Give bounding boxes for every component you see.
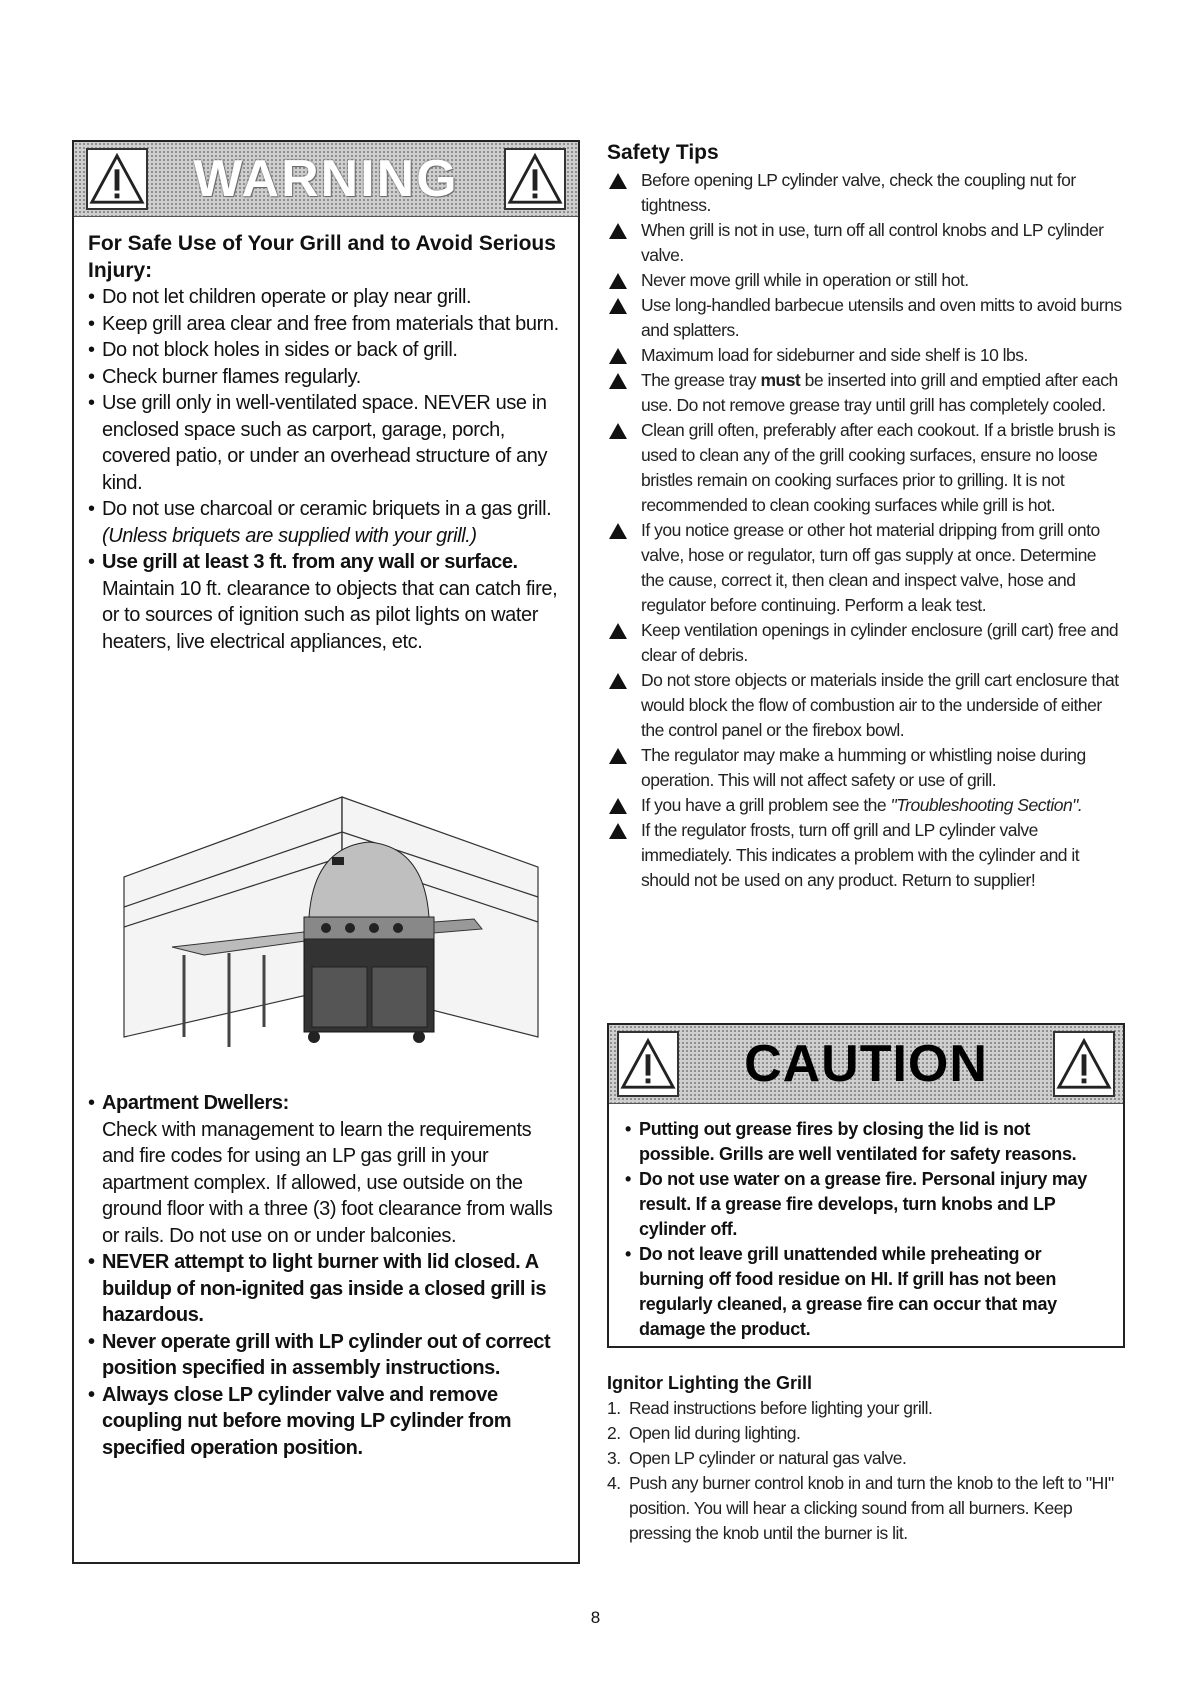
warning-heading: For Safe Use of Your Grill and to Avoid Serious Injury: — [88, 232, 556, 282]
list-item — [88, 549, 564, 655]
step-number: 4. — [607, 1473, 621, 1493]
tip-text: Clean grill often, preferably after each cookout. If a bristle brush is used to clean any of the grill cooking surfaces, ensure no loose bristles remain on cooking surfaces prior to grilling. It is not recommended to clean cooking surfaces while grill is hot. — [641, 420, 1116, 515]
list-item — [607, 293, 1122, 343]
tip-text: When grill is not in use, turn off all control knobs and LP cylinder valve. — [641, 220, 1104, 265]
caution-bullets — [625, 1117, 1109, 1342]
ignitor-title: Ignitor Lighting the Grill — [607, 1373, 812, 1393]
caution-banner — [609, 1025, 1123, 1104]
warning-triangle-icon — [609, 173, 627, 189]
list-item — [607, 1396, 1127, 1421]
briquets-note: (Unless briquets are supplied with your grill.) — [102, 524, 477, 547]
list-item — [607, 1421, 1127, 1446]
warning-triangle-icon — [609, 798, 627, 814]
troubleshooting-reference: "Troubleshooting Section". — [890, 795, 1083, 815]
step-text: Open LP cylinder or natural gas valve. — [629, 1448, 907, 1468]
clearance-bold: Use grill at least 3 ft. from any wall or surface. — [102, 551, 518, 573]
warning-triangle-icon — [609, 623, 627, 639]
warning-triangle-icon — [609, 273, 627, 289]
list-item — [88, 496, 564, 549]
list-item: • NEVER attempt to light burner with lid closed. A buildup of non-ignited gas inside a closed grill is hazardous. — [88, 1249, 564, 1329]
list-item: • Always close LP cylinder valve and remove coupling nut before moving LP cylinder from specified operation position. — [88, 1382, 564, 1462]
step-number: 2. — [607, 1423, 621, 1443]
warning-triangle-icon — [609, 423, 627, 439]
warning-triangle-icon — [609, 748, 627, 764]
list-item — [607, 268, 1122, 293]
tip-text: If you notice grease or other hot material dripping from grill onto valve, hose or regulator, turn off gas supply at once. Determine the cause, correct it, then clean and inspect valve, hose and regulator before continuing. Perform a leak test. — [641, 520, 1100, 615]
list-item — [607, 1471, 1127, 1546]
briquets-text: Do not use charcoal or ceramic briquets in a gas grill. — [102, 498, 552, 520]
list-item — [607, 1446, 1127, 1471]
warning-bottom-section — [88, 1090, 564, 1461]
warning-banner — [74, 142, 578, 217]
warning-box — [72, 140, 580, 1564]
list-item — [607, 218, 1122, 268]
safety-tips-list — [607, 168, 1122, 893]
warning-bullets-bottom — [88, 1090, 564, 1461]
warning-top-section — [88, 230, 564, 655]
grease-text-post: be inserted into grill and emptied after each use. Do not remove grease tray until grill has completely cooled. — [641, 370, 1118, 415]
caution-body — [625, 1117, 1109, 1342]
caution-box — [607, 1023, 1125, 1348]
warning-triangle-icon — [609, 298, 627, 314]
ignitor-steps — [607, 1396, 1127, 1546]
tip-text: If the regulator frosts, turn off grill and LP cylinder valve immediately. This indicates a problem with the cylinder and it should not be used on any product. Return to supplier! — [641, 820, 1080, 890]
grill-clearance-illustration — [114, 757, 544, 1057]
caution-title: CAUTION — [744, 1035, 988, 1093]
tip-text: Use long-handled barbecue utensils and oven mitts to avoid burns and splatters. — [641, 295, 1122, 340]
list-item: • Do not block holes in sides or back of grill. — [88, 337, 564, 364]
warning-triangle-icon — [609, 223, 627, 239]
list-item: • Never operate grill with LP cylinder out of correct position specified in assembly instructions. — [88, 1329, 564, 1382]
safety-tips-section — [607, 140, 1122, 893]
list-item: • Keep grill area clear and free from materials that burn. — [88, 311, 564, 338]
tip-text: Do not store objects or materials inside the grill cart enclosure that would block the flow of combustion air to the underside of either the control panel or the firebox bowl. — [641, 670, 1119, 740]
warning-triangle-icon — [609, 523, 627, 539]
clearance-text: Maintain 10 ft. clearance to objects that can catch fire, or to sources of ignition such as pilot lights on water heaters, live electrical appliances, etc. — [102, 577, 558, 653]
list-item — [607, 668, 1122, 743]
tip-text: Never move grill while in operation or still hot. — [641, 270, 969, 290]
warning-triangle-icon — [609, 823, 627, 839]
list-item — [607, 818, 1122, 893]
warning-triangle-icon — [609, 373, 627, 389]
safety-tips-title: Safety Tips — [607, 141, 719, 164]
warning-bullets-top — [88, 284, 564, 655]
list-item — [607, 418, 1122, 518]
list-item — [607, 793, 1122, 818]
apartment-heading: Apartment Dwellers: — [102, 1092, 289, 1114]
tip-text: Keep ventilation openings in cylinder enclosure (grill cart) free and clear of debris. — [641, 620, 1119, 665]
ignitor-section — [607, 1370, 1127, 1546]
page-number: 8 — [590, 1608, 601, 1627]
tip-text: Maximum load for sideburner and side shelf is 10 lbs. — [641, 345, 1028, 365]
list-item — [607, 618, 1122, 668]
list-item — [88, 1090, 564, 1249]
warning-triangle-icon — [609, 348, 627, 364]
list-item: • Do not leave grill unattended while preheating or burning off food residue on HI. If grill has not been regularly cleaned, a grease fire can occur that may damage the product. — [625, 1242, 1109, 1342]
list-item — [607, 343, 1122, 368]
step-number: 3. — [607, 1448, 621, 1468]
warning-triangle-icon — [86, 148, 148, 210]
grease-text-bold: must — [760, 370, 801, 390]
list-item: • Do not use water on a grease fire. Personal injury may result. If a grease fire develops, turn knobs and LP cylinder off. — [625, 1167, 1109, 1242]
warning-title: WARNING — [193, 150, 459, 208]
step-number: 1. — [607, 1398, 621, 1418]
step-text: Push any burner control knob in and turn the knob to the left to "HI" position. You will hear a clicking sound from all burners. Keep pressing the knob until the burner is lit. — [629, 1473, 1114, 1543]
trouble-text: If you have a grill problem see the — [641, 795, 887, 815]
warning-triangle-icon — [609, 673, 627, 689]
list-item — [607, 168, 1122, 218]
list-item — [607, 368, 1122, 418]
tip-text: Before opening LP cylinder valve, check the coupling nut for tightness. — [641, 170, 1076, 215]
tip-text: The regulator may make a humming or whistling noise during operation. This will not affect safety or use of grill. — [641, 745, 1086, 790]
step-text: Open lid during lighting. — [629, 1423, 801, 1443]
apartment-text: Check with management to learn the requirements and fire codes for using an LP gas grill in your apartment complex. If allowed, use outside on the ground floor with a three (3) foot clearance from walls or rails. Do not use on or under balconies. — [102, 1118, 553, 1247]
list-item: • Putting out grease fires by closing the lid is not possible. Grills are well ventilated for safety reasons. — [625, 1117, 1109, 1167]
list-item: • Check burner flames regularly. — [88, 364, 564, 391]
caution-triangle-icon — [1053, 1031, 1115, 1097]
list-item — [607, 743, 1122, 793]
list-item — [607, 518, 1122, 618]
caution-triangle-icon — [617, 1031, 679, 1097]
grease-text-pre: The grease tray — [641, 370, 757, 390]
warning-triangle-icon — [504, 148, 566, 210]
list-item: • Do not let children operate or play near grill. — [88, 284, 564, 311]
list-item: • Use grill only in well-ventilated space. NEVER use in enclosed space such as carport, garage, porch, covered patio, or under an overhead structure of any kind. — [88, 390, 564, 496]
step-text: Read instructions before lighting your grill. — [629, 1398, 933, 1418]
